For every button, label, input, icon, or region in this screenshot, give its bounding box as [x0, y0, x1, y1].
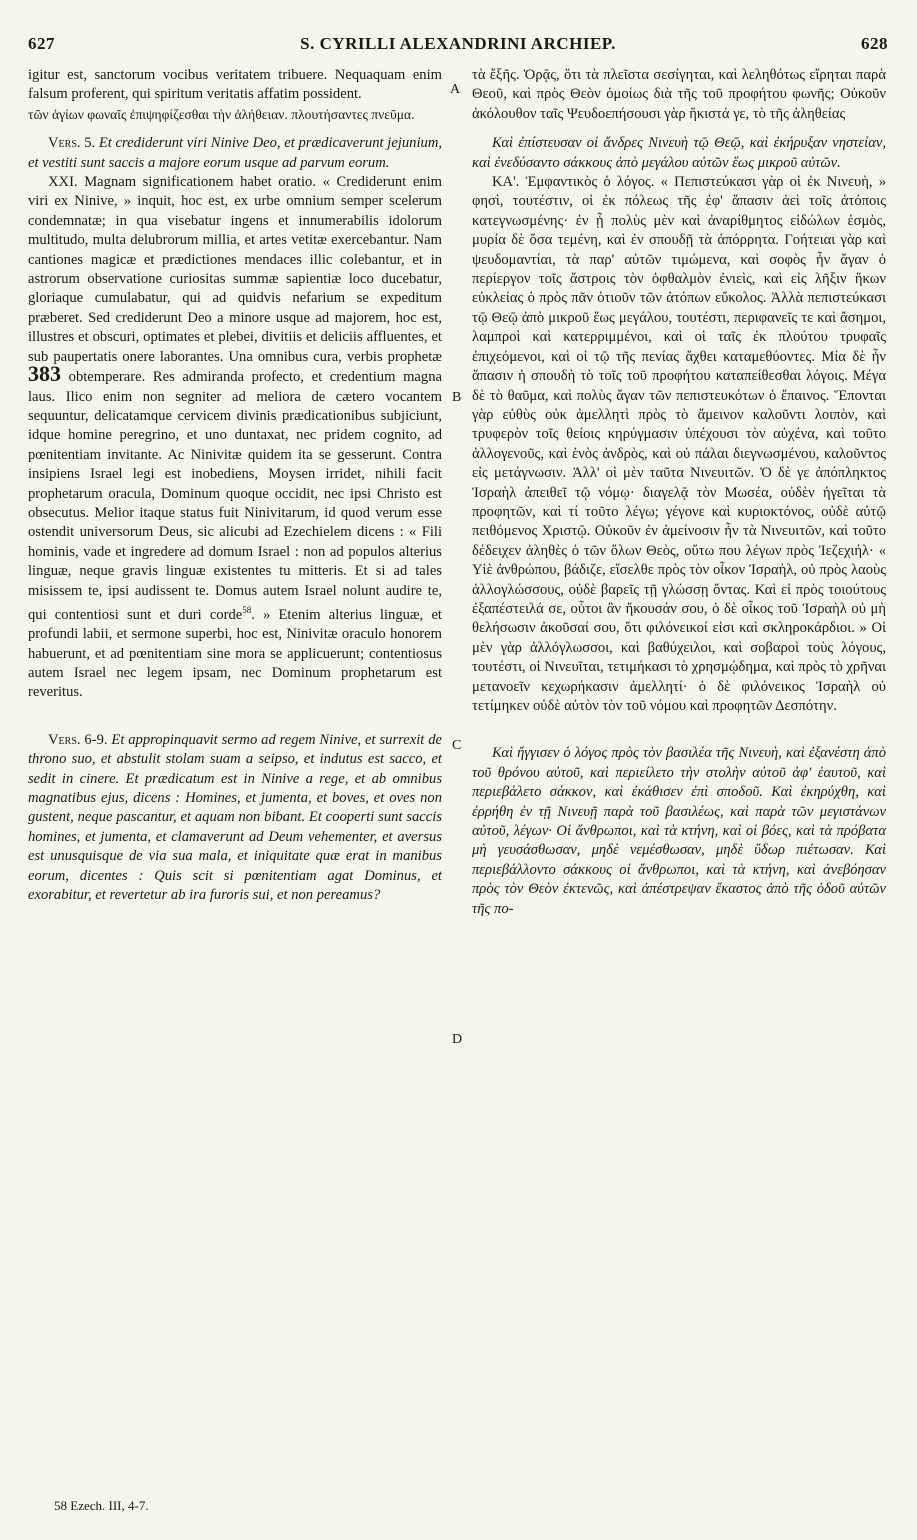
greek-paragraph-intro: τὰ ἔξῆς. Ὁρᾷς, ὅτι τὰ πλεῖστα σεσίγηται, καὶ λεληθότως εἴρηται παρὰ Θεοῦ, καὶ πρὸς Θεὸν ὁμοίως διὰ τῆς τοῦ προφήτου φωνῆς; Οὐκοῦν ἀκόλουθον ταῖς Ψευδοεπήσουσι γὰρ ἥκιστά γε, τὸ τῆς ἀληθείας: [472, 67, 886, 122]
commentary-text-a: XXI. Magnam significationem habet oratio. « Crediderunt enim viri ex Ninive, » inquit, hoc est, ex urbe omnium semper scelerum condemnatæ; in qua visebatur ingens et innumerabilis idolorum multitudo, multa delubrorum millia, et artes vetitæ exercebantur. Nam cantiones magicæ et prædictiones mendaces illic colebantur, et in astrorum observatione curiositas summæ sapientiæ loco ducebatur, gloriaque cumulabatur, qui ad quidvis nefarium se expeditum præberet. Sed crediderunt Deo a minore usque ad majorem, hoc est, illustres et obscuri, optimates et plebei, divitiis et deliciis affluentes, et sub paupertatis onere laborantes. Una omnibus cura, verbis prophetæ: [28, 174, 442, 365]
page-number-right: 628: [861, 34, 888, 53]
latin-verse-6-9: [28, 731, 442, 906]
commentary-text-c: . » Etenim alterius linguæ, et profundi labii, et sermone superbi, hoc est, Ninivitæ oraculo honorem habuerunt, et ad pœnitentiam sine mora se applicuerunt; contentiosus autem Israel nec legem ipsam, nec Dominum prophetarum est reveritus.: [28, 606, 442, 701]
latin-paragraph-intro: igitur est, sanctorum vocibus veritatem tribuere. Nequaquam enim falsum proferent, qui spiritum veritatis affatim possident.: [28, 67, 442, 103]
verse-text: Et appropinquavit sermo ad regem Ninive, et surrexit de throno suo, et abstulit stolam suam a seipso, et indutus est sacco, et sedit in cinere. Et prædicatum est in Ninive a rege, et ab omnibus magnatibus ejus, dicens : Homines, et jumenta, et boves, et oves non gustent, neque pascantur, et aquam non bibant. Et cooperti sunt saccis homines, et jumenta, et clamaverunt ad Deum vehementer, et aversus est unusquisque de via sua mala, et iniquitate quæ erat in manibus eorum, dicentes : Quis scit si pœnitentiam agat Dominus, et exorabitur, et revertetur ab ira furoris sui, et non pereamus?: [28, 731, 442, 904]
verse-text: Et crediderunt viri Ninive Deo, et prædicaverunt jejunium, et vestiti sunt saccis a majore eorum usque ad parvum eorum.: [28, 135, 443, 171]
latin-verse-5: [28, 134, 442, 173]
greek-verse-6-9: Καὶ ἤγγισεν ὁ λόγος πρὸς τὸν βασιλέα τῆς Νινευὴ, καὶ ἐξανέστη ἀπὸ τοῦ θρόνου αὐτοῦ, καὶ περιείλετο τὴν στολὴν αὐτοῦ ἀφ' ἑαυτοῦ, καὶ περιεβάλετο σάκκον, καὶ ἐκάθισεν ἐπὶ σποδοῦ. Καὶ ἐκηρύχθη, καὶ ἐρρήθη ἐν τῇ Νινευῇ παρὰ τοῦ βασιλέως, καὶ παρὰ τῶν μεγιστάνων αὐτοῦ, λέγων· Οἱ ἄνθρωποι, καὶ τὰ κτήνη, καὶ οἱ βόες, καὶ τὰ πρόβατα μὴ γευσάσθωσαν, μηδὲ νεμέσθωσαν, μηδὲ ὕδωρ πιέτωσαν. Καὶ περιεβάλλοντο σάκκους οἱ ἄνθρωποι, καὶ τὰ κτήνη, καὶ ἀνεβόησαν πρὸς τὸν Θεὸν ἐκτενῶς, καὶ ἀπέστρεψαν ἕκαστος ἀπὸ τῆς ὁδοῦ αὐτῶν τῆς πο-: [472, 745, 886, 917]
margin-letter-b: B: [452, 390, 462, 405]
page-header: [28, 34, 888, 58]
latin-commentary-xxi: [28, 173, 442, 703]
verse-label: Vers. 5.: [48, 135, 96, 152]
footnote: 58 Ezech. III, 4-7.: [54, 1498, 149, 1513]
greek-verse-5: Καὶ ἐπίστευσαν οἱ ἄνδρες Νινευὴ τῷ Θεῷ, καὶ ἐκήρυξαν νηστείαν, καὶ ἐνεδύσαντο σάκκους ἀπὸ μεγάλου αὐτῶν ἕως μικροῦ αὐτῶν.: [472, 135, 886, 171]
margin-letter-d: D: [452, 1032, 463, 1047]
greek-commentary-ka: ΚΑ'. Ἐμφαντικὸς ὁ λόγος. « Πεπιστεύκασι γὰρ οἱ ἐκ Νινευὴ, » φησὶ, τουτέστιν, οἱ ἐκ πόλεως τῆς ἐφ' ἅπασιν ἀεὶ τοῖς ἀτόποις κατεγνωσμένης· ἐν ᾗ πολὺς μὲν καὶ ἀναρίθμητος εἰδώλων ἑσμὸς, μυρία δὲ ὅσα τεμένη, καὶ ἐν σπουδῇ τὰ ἀπόρρητα. Γοήτειαι γὰρ καὶ ψευδομαντίαι, τὰ παρ' αὐτῶν τιμώμενα, καὶ σοφὸς ἦν ἄγαν ὁ περίεργον τοῖς ἄστροις τὸν ὀφθαλμὸν ἐνιεὶς, καὶ εἰς λῆξιν ἥκων εὐκλείας ὁ πρὸς πᾶν ὁτιοῦν τῶν ἀτόπων εὔκολος. Ἀλλὰ πεπιστεύκασι τῷ Θεῷ ἀπὸ μικροῦ ἕως μεγάλου, τουτέστι, περιφανεῖς τε καὶ ἄσημοι, λαμπροὶ καὶ κατερριμμένοι, καὶ οἱ ταῖς ἐκ πλούτου τρυφαῖς ἐπιχεόμενοι, καὶ οἱ τῷ τῆς πενίας ἄχθει καταμεθύοντες. Μία δὲ ἦν ἅπασιν ἡ σπουδὴ τὸ τοῖς τοῦ προφήτου καταπείθεσθαι λόγοις. Μέγα δὲ τὸ θαῦμα, καὶ πολὺς ἄγαν τῶν πεπιστευκότων ὁ ἔπαινος. Ἕπονται γὰρ εὐθὺς οὐκ ἀμελλητὶ πρὸς τὸ ἄμεινον καλοῦντι λοιπὸν, καὶ τρυφερὸν τοῖς θείοις κηρύγμασιν ὑπέχουσι τὸν αὐχένα, καὶ τοῦτο ἀλλογενοῦς, καὶ ἑνὸς ἀνδρὸς, καὶ οὐ πάλαι διεγνωσμένου, καλοῦντος εἰς μετάγνωσιν. Ἀλλ' οἱ μὲν ταῦτα Νινευιτῶν. Ὁ δὲ γε ἀπόπληκτος Ἰσραὴλ ἀπειθεῖ τῷ νόμῳ· διαγελᾷ τὸν Μωσέα, οὐδὲν ἡγεῖται τὰ προφητῶν, καὶ τί τοῦτο λέγω; γέγονε καὶ κυριοκτόνος, οὐδὲ αὐτῷ πειθόμενος Χριστῷ. Οὐκοῦν ἐν ἀμείνοσιν ἦν τὰ Νινευιτῶν, καὶ τοῦτο δέδειχεν ἀληθὲς ὁ τῶν ὅλων Θεὸς, οὕτω που λέγων πρὸς Ἰεζεχιήλ· « Υἱὲ ἀνθρώπου, βάδιζε, εἴσελθε πρὸς τὸν οἶκον Ἰσραὴλ, οὐ πρὸς λαοὺς ἀλλογλώσσους, οὐδὲ βαρεῖς τῇ γλώσσῃ ὄντας. Καὶ εἰ πρὸς τοιούτους ἐξαπέστειλά σε, οὗτοι ἂν ἤκουσάν σου, ὁ δὲ οἶκος τοῦ Ἰσραὴλ οὐ μὴ θελήσωσιν ἀκοῦσαί σου, ὅτι φιλόνεικοί εἰσι καὶ σκληροκάρδιοι. » Οἱ μὲν γὰρ ἀλλόγλωσσοι, καὶ βαθύχειλοι, καὶ σοβαροὶ τοὺς λόγους, τουτέστι, οἱ Νινευῖται, τετιμήκασι τὸ χρησμῴδημα, καὶ πρὸς τὸ χρῆναι μετανοεῖν κεχωρήκασιν ἀμελλητί· ὁ δὲ φιλόνεικος Ἰσραὴλ οὐ τετίμηκεν οὐδὲ αὐτὸν τὸν τοῦ νόμου καὶ προφητῶν Δεσπότην.: [472, 174, 886, 714]
margin-letter-c: C: [452, 738, 462, 753]
latin-column: [28, 66, 442, 906]
greek-column: [472, 66, 886, 919]
page-number-left: 627: [28, 34, 55, 53]
margin-letter-a: A: [450, 82, 461, 97]
verse-label: Vers. 6-9.: [48, 731, 108, 748]
page-marker: 383: [28, 361, 61, 387]
commentary-text-b: obtemperare. Res admiranda profecto, et credentium magna laus. Ilico enim non segniter ad meliora de cætero vocantem sequuntur, delicatamque cervicem divinis prædicationibus subjiciunt, idque homine peregrino, et uno duntaxat, nec pridem cognito, ad pœnitentiam invitante. Ac Ninivitæ quidem ita se gesserunt. Contra insipiens Israel legi est inobediens, Moysen irridet, nihili facit prophetarum oracula, Dominum quoque occidit, nec ipsi Christo est obsecutus. Melior itaque status fuit Ninivitarum, id quod verum esse ostendit universorum Deus, sic alicubi ad Ezechielem dicens : « Fili hominis, vade et ingredere ad domum Israel : non ad populos alterius linguæ, neque gravis linguæ existentes tu mitteris. Et si ad tales misissem te, ipsi audissent te. Domus autem Israel nolunt audire te, qui contentiosi sunt et duri corde: [28, 369, 442, 623]
footnote-ref: 58: [242, 604, 252, 615]
greek-gloss: τῶν ἁγίων φωναῖς ἐπιψηφίζεσθαι τὴν ἀλήθειαν. πλουτήσαντες πνεῦμα.: [28, 106, 415, 122]
running-title: S. CYRILLI ALEXANDRINI ARCHIEP.: [300, 34, 616, 53]
